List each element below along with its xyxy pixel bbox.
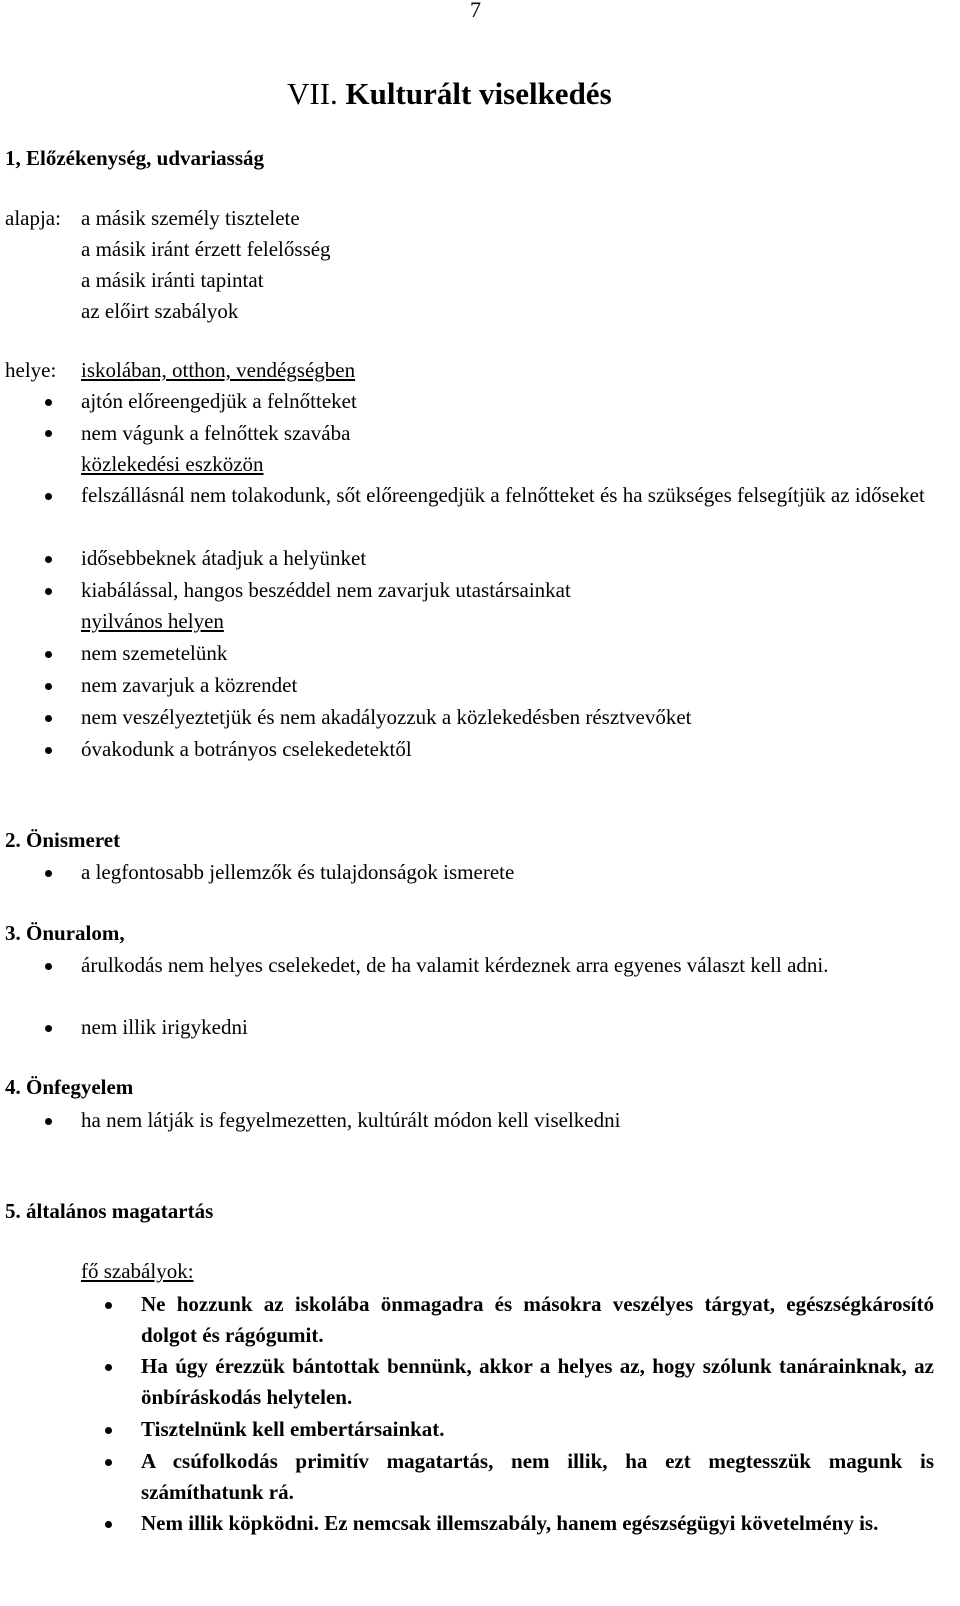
list-item: óvakodunk a botrányos cselekedetektől xyxy=(81,737,412,761)
bullet-icon xyxy=(45,588,52,595)
chapter-numeral: VII. xyxy=(287,76,338,111)
bullet-icon xyxy=(45,1118,52,1125)
list-item: nem vágunk a felnőttek szavába xyxy=(81,421,351,445)
list-item: nem zavarjuk a közrendet xyxy=(81,673,298,697)
bullet-icon xyxy=(45,747,52,754)
section-3-heading: 3. Önuralom, xyxy=(5,921,125,945)
chapter-title: Kulturált viselkedés xyxy=(345,76,612,111)
list-item: nem illik irigykedni xyxy=(81,1015,248,1039)
rule-item: Ne hozzunk az iskolába önmagadra és másokra veszélyes tárgyat, egészségkárosító dolgot és rágógumit. xyxy=(141,1292,934,1347)
list-item: ajtón előreengedjük a felnőtteket xyxy=(81,389,357,413)
bullet-icon xyxy=(45,683,52,690)
list-item: a legfontosabb jellemzők és tulajdonságok ismerete xyxy=(81,860,515,884)
alapja-item: az előirt szabályok xyxy=(81,299,239,323)
rule-item: Tisztelnünk kell embertársainkat. xyxy=(141,1417,445,1441)
alapja-label: alapja: xyxy=(5,206,61,230)
bullet-icon xyxy=(105,1427,112,1434)
section-5-heading: 5. általános magatartás xyxy=(5,1199,214,1223)
bullet-icon xyxy=(45,399,52,406)
section-1-heading: 1, Előzékenység, udvariasság xyxy=(5,146,265,170)
alapja-item: a másik személy tisztelete xyxy=(81,206,300,230)
page-number: 7 xyxy=(470,0,481,22)
bullet-icon xyxy=(45,715,52,722)
bullet-icon xyxy=(45,651,52,658)
list-item: felszállásnál nem tolakodunk, sőt előreengedjük a felnőtteket és ha szükséges felsegítjük az időseket xyxy=(81,483,925,507)
list-item: nem veszélyeztetjük és nem akadályozzuk a közlekedésben résztvevőket xyxy=(81,705,692,729)
section-4-heading: 4. Önfegyelem xyxy=(5,1075,134,1099)
public-label: nyilvános helyen xyxy=(81,609,224,633)
rules-label: fő szabályok: xyxy=(81,1259,194,1283)
section-2-heading: 2. Önismeret xyxy=(5,828,121,852)
helye-label: helye: xyxy=(5,358,57,382)
bullet-icon xyxy=(45,1025,52,1032)
bullet-icon xyxy=(45,556,52,563)
list-item: ha nem látják is fegyelmezetten, kultúrált módon kell viselkedni xyxy=(81,1108,621,1132)
bullet-icon xyxy=(105,1459,112,1466)
bullet-icon xyxy=(105,1302,112,1309)
alapja-item: a másik iránti tapintat xyxy=(81,268,264,292)
bullet-icon xyxy=(105,1521,112,1528)
list-item: nem szemetelünk xyxy=(81,641,228,665)
page-title xyxy=(287,74,612,114)
rule-item: A csúfolkodás primitív magatartás, nem illik, ha ezt megtesszük magunk is számíthatunk rá. xyxy=(141,1449,934,1504)
rule-item: Nem illik köpködni. Ez nemcsak illemszabály, hanem egészségügyi követelmény is. xyxy=(141,1511,879,1535)
bullet-icon xyxy=(45,963,52,970)
alapja-item: a másik iránt érzett felelősség xyxy=(81,237,331,261)
list-item: idősebbeknek átadjuk a helyünket xyxy=(81,546,367,570)
bullet-icon xyxy=(45,430,52,437)
bullet-icon xyxy=(105,1364,112,1371)
rule-item: Ha úgy érezzük bántottak bennünk, akkor a helyes az, hogy szólunk tanárainknak, az önbíráskodás helytelen. xyxy=(141,1354,934,1409)
bullet-icon xyxy=(45,870,52,877)
list-item: árulkodás nem helyes cselekedet, de ha valamit kérdeznek arra egyenes választ kell adni. xyxy=(81,953,829,977)
transport-label: közlekedési eszközön xyxy=(81,452,264,476)
list-item: kiabálással, hangos beszéddel nem zavarjuk utastársainkat xyxy=(81,578,571,602)
helye-text: iskolában, otthon, vendégségben xyxy=(81,358,356,382)
bullet-icon xyxy=(45,493,52,500)
